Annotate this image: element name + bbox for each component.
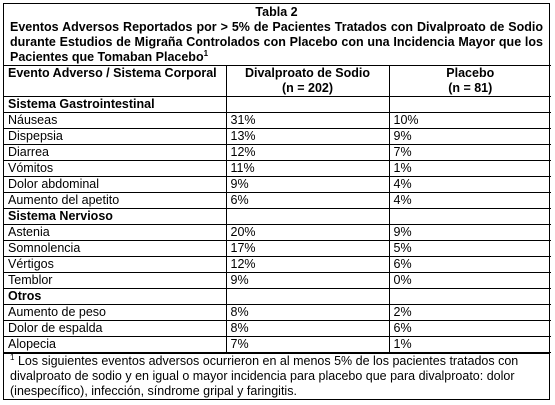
placebo-cell: 9% [389, 225, 551, 241]
section-name: Otros [4, 289, 226, 305]
placebo-cell: 9% [389, 129, 551, 145]
section-empty-cell [389, 97, 551, 113]
event-cell: Temblor [4, 273, 226, 289]
section-row [4, 289, 551, 305]
section-empty-cell [226, 97, 389, 113]
footnote-mark: 1 [10, 353, 15, 362]
table-row [4, 225, 551, 241]
event-cell: Alopecia [4, 337, 226, 353]
table-row [4, 129, 551, 145]
section-empty-cell [389, 289, 551, 305]
section-row [4, 97, 551, 113]
placebo-cell: 5% [389, 241, 551, 257]
divalproex-cell: 31% [226, 113, 389, 129]
placebo-cell: 1% [389, 337, 551, 353]
placebo-cell: 1% [389, 161, 551, 177]
header-divalproex-n: (n = 202) [281, 81, 334, 95]
divalproex-cell: 8% [226, 321, 389, 337]
footnote-text: Los siguientes eventos adversos ocurrieron en al menos 5% de los pacientes tratados con divalproato de sodio y en igual o mayor incidencia para placebo que para divalproato: dolor (inespecífico), infección, síndrome gripal y faringitis. [10, 354, 519, 398]
event-cell: Aumento de peso [4, 305, 226, 321]
event-cell: Dispepsia [4, 129, 226, 145]
section-row [4, 209, 551, 225]
table-footnote [4, 353, 549, 399]
adverse-events-table [4, 65, 551, 353]
divalproex-cell: 12% [226, 145, 389, 161]
section-empty-cell [226, 289, 389, 305]
section-name: Sistema Gastrointestinal [4, 97, 226, 113]
table-row [4, 257, 551, 273]
header-placebo-label: Placebo [446, 66, 495, 80]
divalproex-cell: 20% [226, 225, 389, 241]
divalproex-cell: 9% [226, 273, 389, 289]
header-placebo-n: (n = 81) [448, 81, 493, 95]
divalproex-cell: 12% [226, 257, 389, 273]
table-subtitle [10, 20, 543, 65]
table-row [4, 273, 551, 289]
table-row [4, 113, 551, 129]
placebo-cell: 10% [389, 113, 551, 129]
table-subtitle-text: Eventos Adversos Reportados por > 5% de Pacientes Tratados con Divalproato de Sodio durante Estudios de Migraña Controlados con Placebo con una Incidencia Mayor que los Pacientes que Tomaban Placebo [10, 20, 543, 64]
placebo-cell: 7% [389, 145, 551, 161]
divalproex-cell: 11% [226, 161, 389, 177]
table-row [4, 305, 551, 321]
placebo-cell: 4% [389, 193, 551, 209]
section-empty-cell [389, 209, 551, 225]
subtitle-footnote-mark: 1 [203, 49, 209, 58]
section-empty-cell [226, 209, 389, 225]
event-cell: Náuseas [4, 113, 226, 129]
event-cell: Vértigos [4, 257, 226, 273]
divalproex-cell: 17% [226, 241, 389, 257]
divalproex-cell: 6% [226, 193, 389, 209]
table-caption [4, 4, 549, 65]
placebo-cell: 2% [389, 305, 551, 321]
divalproex-cell: 7% [226, 337, 389, 353]
table-row [4, 337, 551, 353]
table-row [4, 321, 551, 337]
section-name: Sistema Nervioso [4, 209, 226, 225]
header-divalproex [226, 66, 389, 97]
event-cell: Diarrea [4, 145, 226, 161]
divalproex-cell: 8% [226, 305, 389, 321]
header-placebo [389, 66, 551, 97]
divalproex-cell: 13% [226, 129, 389, 145]
table-row [4, 193, 551, 209]
divalproex-cell: 9% [226, 177, 389, 193]
header-event: Evento Adverso / Sistema Corporal [4, 66, 226, 97]
event-cell: Dolor de espalda [4, 321, 226, 337]
table-body [4, 97, 551, 353]
placebo-cell: 6% [389, 321, 551, 337]
table-row [4, 241, 551, 257]
table-header-row [4, 66, 551, 97]
event-cell: Dolor abdominal [4, 177, 226, 193]
adverse-events-table-frame [3, 3, 550, 400]
placebo-cell: 0% [389, 273, 551, 289]
event-cell: Somnolencia [4, 241, 226, 257]
header-divalproex-label: Divalproato de Sodio [244, 66, 370, 80]
event-cell: Vómitos [4, 161, 226, 177]
table-row [4, 161, 551, 177]
table-row [4, 145, 551, 161]
placebo-cell: 4% [389, 177, 551, 193]
placebo-cell: 6% [389, 257, 551, 273]
event-cell: Aumento del apetito [4, 193, 226, 209]
event-cell: Astenia [4, 225, 226, 241]
table-title: Tabla 2 [255, 5, 298, 19]
table-row [4, 177, 551, 193]
